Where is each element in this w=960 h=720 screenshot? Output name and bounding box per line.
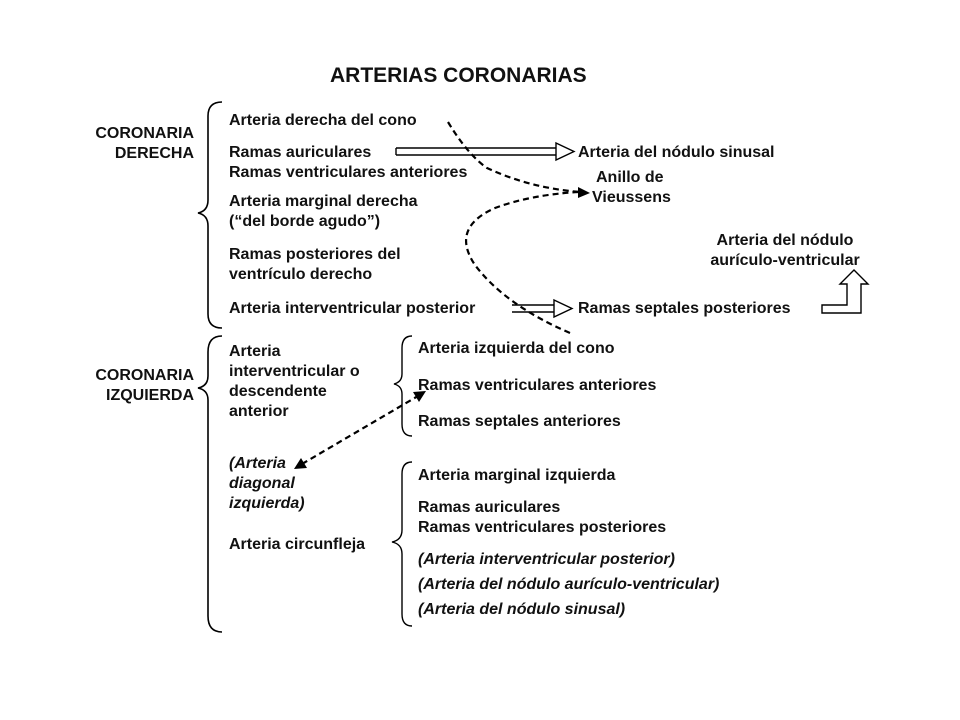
lad-branch-ventriculares-anteriores: Ramas ventriculares anteriores xyxy=(418,377,657,394)
cx-branch-interventricular-posterior: (Arteria interventricular posterior) xyxy=(418,551,675,568)
arrow-auriculares-to-nodulo-sinusal xyxy=(396,143,574,160)
branch-arteria-derecha-cono: Arteria derecha del cono xyxy=(229,112,417,129)
label-coronaria-derecha-1: CORONARIA xyxy=(95,125,194,142)
brace-circunfleja xyxy=(392,462,412,626)
branch-ramas-ventriculares-anteriores: Ramas ventriculares anteriores xyxy=(229,164,468,181)
brace-coronaria-derecha xyxy=(198,102,222,328)
branch-arteria-marginal-derecha: Arteria marginal derecha xyxy=(229,193,418,210)
target-ramas-septales-posteriores: Ramas septales posteriores xyxy=(578,300,791,317)
cx-branch-marginal-izquierda: Arteria marginal izquierda xyxy=(418,467,616,484)
label-coronaria-izquierda-1: CORONARIA xyxy=(95,367,194,384)
lad-line-2: interventricular o xyxy=(229,363,360,380)
cx-branch-nodulo-sinusal: (Arteria del nódulo sinusal) xyxy=(418,601,626,618)
branch-ventriculo-derecho: ventrículo derecho xyxy=(229,266,373,283)
branch-ramas-posteriores: Ramas posteriores del xyxy=(229,246,401,263)
lad-line-3: descendente xyxy=(229,383,327,400)
lad-line-4: anterior xyxy=(229,403,289,420)
brace-descendente-anterior xyxy=(394,336,412,436)
diagonal-line-3: izquierda) xyxy=(229,495,305,512)
target-nodulo-av-1: Arteria del nódulo xyxy=(716,232,854,249)
lad-branch-cono-izquierdo: Arteria izquierda del cono xyxy=(418,340,615,357)
cx-branch-ramas-auriculares: Ramas auriculares xyxy=(418,499,561,516)
diagonal-line-1: (Arteria xyxy=(229,455,286,472)
cx-branch-ventriculares-posteriores: Ramas ventriculares posteriores xyxy=(418,519,667,536)
lad-branch-septales-anteriores: Ramas septales anteriores xyxy=(418,413,621,430)
target-nodulo-av-2: aurículo-ventricular xyxy=(710,252,860,269)
target-anillo-vieussens-2: Vieussens xyxy=(592,189,671,206)
arrow-interventricular-to-septales-posteriores xyxy=(512,300,572,317)
arrow-septales-to-nodulo-av xyxy=(822,270,868,313)
diagonal-line-2: diagonal xyxy=(229,475,295,492)
label-coronaria-derecha-2: DERECHA xyxy=(114,145,194,162)
cx-branch-nodulo-av: (Arteria del nódulo aurículo-ventricular) xyxy=(418,576,720,593)
brace-coronaria-izquierda xyxy=(198,336,222,632)
target-anillo-vieussens-1: Anillo de xyxy=(596,169,664,186)
page-title: ARTERIAS CORONARIAS xyxy=(330,64,587,87)
branch-ramas-auriculares: Ramas auriculares xyxy=(229,144,372,161)
dashed-arrowhead-diagonal xyxy=(294,458,307,469)
branch-borde-agudo: (“del borde agudo”) xyxy=(229,213,381,230)
dashed-diagonal-to-ventriculares-anteriores xyxy=(302,396,418,464)
label-coronaria-izquierda-2: IZQUIERDA xyxy=(106,387,194,404)
circunfleja-label: Arteria circunfleja xyxy=(229,536,366,553)
branch-interventricular-posterior: Arteria interventricular posterior xyxy=(229,300,476,317)
lad-line-1: Arteria xyxy=(229,343,281,360)
target-arteria-nodulo-sinusal: Arteria del nódulo sinusal xyxy=(578,144,775,161)
dashed-arrowhead-vieussens-1 xyxy=(578,187,590,198)
